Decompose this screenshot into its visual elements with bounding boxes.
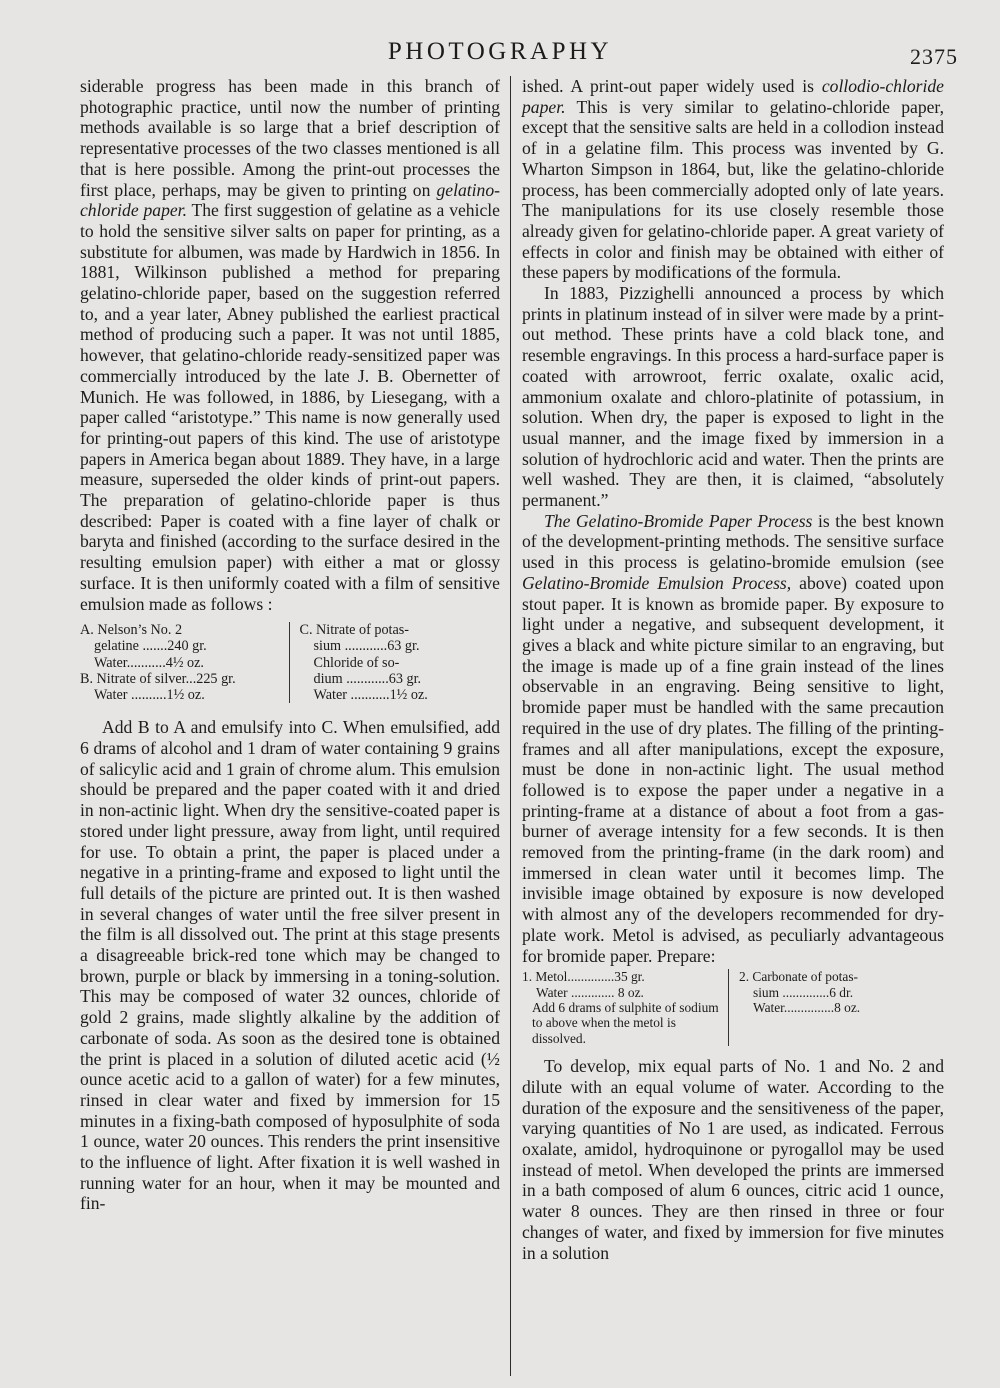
paragraph: Add B to A and emulsify into C. When emulsified, add 6 drams of alcohol and 1 dram of water containing 9 grains of salicylic acid and 1 grain of chrome alum. This emulsion should be prepared and the paper coated with it and dried in non-actinic light. When dry the sensitive-coated paper is stored under light pressure, away from light, until required for use. To obtain a print, the paper is placed under a negative in a printing-frame and exposed to light until the full details of the picture are printed out. It is then washed in several changes of water until the free silver present in the film is all dissolved out. The print at this stage presents a disagreeable brick-red tone which may be changed to brown, purple or black by immersing in a toning-solution. This may be composed of water 32 ounces, chloride of gold 2 grains, made slightly alkaline by the addition of carbonate of soda. As soon as the desired tone is obtained the print is placed in a solution of diluted acetic acid (½ ounce acetic acid to a gallon of water) for a few minutes, rinsed in clear water and fixed by immersion for 15 minutes in a fixing-bath composed of hyposulphite of soda 1 ounce, water 20 ounces. This renders the print insensitive to the influence of light. After fixation it is well washed in running water for an hour, when it may be mounted and fin-: [80, 717, 500, 1214]
running-head: PHOTOGRAPHY: [387, 38, 613, 65]
paragraph: In 1883, Pizzighelli announced a process by which prints in platinum instead of in silver were made by a print-out method. These prints have a cold black tone, and resemble engravings. In this process a hard-surface paper is coated with arrowroot, ferric oxalate, oxalic acid, ammonium oxalate and chloro-platinite of potassium, in solution. When dry, the paper is exposed to light in the usual manner, and the image fixed by immersion in a solution of hydrochloric acid and water. Then the prints are well washed. They are then, it is claimed, “absolutely permanent.”: [522, 283, 944, 511]
right-column: [522, 76, 944, 1263]
page-number: 2375: [910, 44, 958, 69]
paragraph: To develop, mix equal parts of No. 1 and No. 2 and dilute with an equal volume of water. According to the duration of the exposure and the sensitiveness of the paper, varying quantities of No 1 are used, as indicated. Ferrous oxalate, amidol, hydroquinone or pyrogallol may be used instead of metol. When developed the prints are immersed in a bath composed of alum 6 ounces, citric acid 1 ounce, water 8 ounces. They are then rinsed in three or four changes of water, and fixed by immersion for five minutes in a solution: [522, 1056, 944, 1263]
emulsion-formula: [80, 622, 500, 703]
formula-1: 1. Metol..............35 gr. Water ............. 8 oz. Add 6 drams of sulphite of sodium to above when the metol is dissolved.: [522, 969, 729, 1046]
developer-formula: [522, 969, 944, 1046]
formula-c: C. Nitrate of potas- sium ............63 gr. Chloride of so- dium ............63 gr. Water ...........1½ oz.: [299, 622, 428, 704]
column-divider: [510, 76, 511, 1376]
paragraph: ished. A print-out paper widely used is collodio-chloride paper. This is very similar to gelatino-chloride paper, except that the sensitive salts are held in a collodion instead of in a gelatine film. This process was invented by G. Wharton Simpson in 1864, but, like the gelatino-chloride process, has been commercially adopted only of late years. The manipulations for its use closely resemble those already given for gelatino-chloride paper. A great variety of effects in color and finish may be obtained with either of these papers by modifications of the formula.: [522, 76, 944, 283]
paragraph: siderable progress has been made in this branch of photographic practice, until now the number of printing methods available is so large that a brief description of representative processes of the two classes mentioned is all that is here possible. Among the print-out processes the first place, perhaps, may be given to printing on gelatino-chloride paper. The first suggestion of gelatine as a vehicle to hold the sensitive silver salts on paper for printing, as a substitute for albumen, was made by Hardwich in 1856. In 1881, Wilkinson published a method for preparing gelatino-chloride paper, based on the suggestion referred to, and a year later, Abney published the earliest practical method of producing such a paper. It was not until 1885, however, that gelatino-chloride ready-sensitized paper was commercially introduced by the late J. B. Obernetter of Munich. He was followed, in 1886, by Liesegang, with a paper called “aristotype.” This name is now generally used for printing-out papers of this kind. The use of aristotype papers in America began about 1889. They have, in a large measure, superseded the older kinds of print-out papers. The preparation of gelatino-chloride paper is thus described: Paper is coated with a fine layer of chalk or baryta and finished (according to the surface desired in the resulting emulsion paper) with either a mat or glossy surface. It is then uniformly coated with a film of sensitive emulsion made as follows :: [80, 76, 500, 614]
formula-ab: A. Nelson’s No. 2 gelatine .......240 gr. Water...........4½ oz. B. Nitrate of silver...225 gr. Water ..........1½ oz.: [80, 622, 290, 703]
paragraph: The Gelatino-Bromide Paper Process is the best known of the development-printing methods. The sensitive surface used in this process is gelatino-bromide emulsion (see Gelatino-Bromide Emulsion Process, above) coated upon stout paper. It is known as bromide paper. By exposure to light under a negative, and subsequent development, it gives a black and white picture similar to an engraving, but the image is made up of a fine grain instead of the lines observable in an engraving. Being sensitive to light, bromide paper must be handled with the same precaution required in the use of dry plates. The filling of the printing-frames and all after manipulations, except the exposure, must be done in non-actinic light. The usual method followed is to expose the paper under a negative in a printing-frame at a distance of about a foot from a gas-burner of average intensity for a few seconds. It is then removed from the printing-frame (in the dark room) and immersed in clean water until it becomes limp. The invisible image obtained by exposure is now developed with almost any of the developers recommended for dry-plate work. Metol is advised, as peculiarly advantageous for bromide paper. Prepare:: [522, 510, 944, 966]
left-column: [80, 76, 500, 1214]
formula-2: 2. Carbonate of potas- sium ..............6 dr. Water...............8 oz.: [739, 969, 861, 1016]
